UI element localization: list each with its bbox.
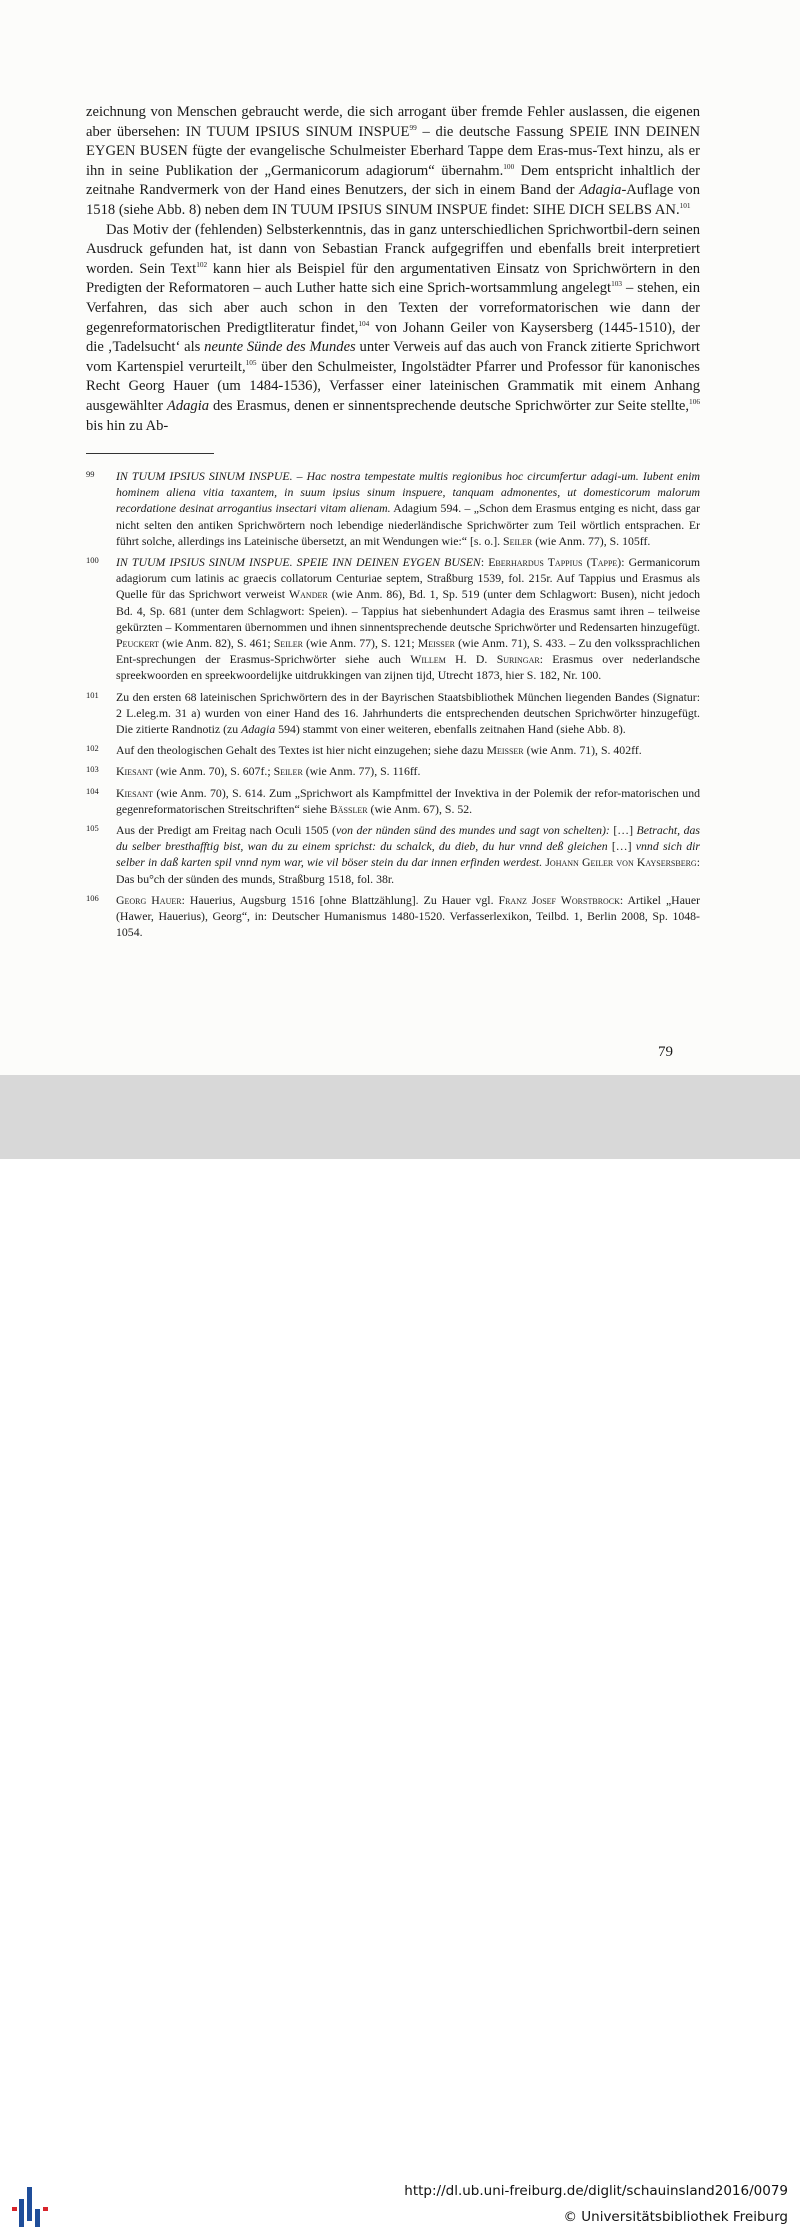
footnote-number: 102 [86,743,99,754]
footnote-ref[interactable]: 101 [679,200,691,210]
viewer-footer [0,1075,800,2225]
footnote-number: 105 [86,823,99,834]
copyright-notice: © Universitätsbibliothek Freiburg [563,2209,788,2225]
paragraph: zeichnung von Menschen gebraucht werde, die sich arrogant über fremde Fehler auslassen, die eigenen aber übersehen: IN TUUM IPSIUS SINUM INSPUE$^{99}$ – die deutsche Fassung SPEIE INN DEINEN EYGEN BUSEN fügte der evangelische Schulmeister Eberhard Tappe dem Eras-mus-Text hinzu, als er ihn in seine Publikation der „Germanicorum adagiorum“ übernahm.$^{100}$ Dem entspricht inhaltlich der zeitnahe Randvermerk von der Hand eines Benutzers, der sich in einem Band der Adagia-Auflage von 1518 (siehe Abb. 8) neben dem IN TUUM IPSIUS SINUM INSPUE findet: SIHE DICH SELBS AN.$^{101}$ [86,104,701,218]
footnote-ref[interactable]: 99 [409,122,417,132]
footnote-106: 106 Georg Hauer: Hauerius, Augsburg 1516 [ohne Blattzählung]. Zu Hauer vgl. Franz Josef Worstbrock: Artikel „Hauer (Hawer, Hauerius), Georg“, in: Deutscher Humanismus 1480-1520. Verfasserlexikon, Teilbd. 1, Berlin 2008, Sp. 1048-1054. [86,892,700,940]
footnote-ref[interactable]: 103 [611,279,623,289]
footnote-ref[interactable]: 100 [503,161,515,171]
footnotes [86,468,700,945]
footnote-99: 99 IN TUUM IPSIUS SINUM INSPUE. – Hac nostra tempestate multis regionibus hoc circumfertur adagi-um. Iubent enim hominem aliena vitia taxantem, in suum ipsius sinum inspuere, tanquam admonentes, ut domesticorum malorum recordatione desinat arrogantius insectari vitam alienam. Adagium 594. – „Schon dem Erasmus entging es nicht, dass gar nicht selten den antiken Sprichwörtern noch lebendige niederländische Sprichwörter zum Teil wörtlich entsprachen. Er führt solche, allerdings ins Lateinische übersetzt, an mit Wendungen wie:“ [s. o.]. Seiler (wie Anm. 77), S. 105ff. [86,469,701,548]
footnote-104: 104 Kiesant (wie Anm. 70), S. 614. Zum „Sprichwort als Kampfmittel der Invektiva in der Polemik der refor-matorischen und gegenreformatorischen Streitschriften“ siehe Bässler (wie Anm. 67), S. 52. [86,785,700,816]
footnote-number: 101 [86,689,99,700]
document-url-link[interactable]: http://dl.ub.uni-freiburg.de/diglit/schauinsland2016/0079 [404,2183,788,2199]
paragraph: Das Motiv der (fehlenden) Selbsterkenntnis, das in ganz unterschiedlichen Sprichwortbil-dern seinen Ausdruck gefunden hat, ist dann von Sebastian Franck aufgegriffen und ebenfalls breit interpretiert worden. Sein Text$^{102}$ kann hier als Beispiel für den argumentativen Einsatz von Sprichwörtern in den Predigten der Reformatoren – auch Luther hatte sich eine Sprich-wortsammlung angelegt$^{103}$ – stehen, ein Verfahren, das sich aber auch schon in den Texten der vorreformatorischen wie dann der gegenreformatorischen Predigtliteratur findet,$^{104}$ von Johann Geiler von Kaysersberg (1445-1510), der die ‚Tadelsucht‘ als neunte Sünde des Mundes unter Verweis auf das auch von Franck zitierte Sprichwort vom Kartenspiel verurteilt,$^{105}$ über den Schulmeister, Ingolstädter Pfarrer und Professor für kanonisches Recht Georg Hauer (um 1484-1536), Verfasser einer lateinischen Grammatik mit einem Anhang ausgewählter Adagia des Erasmus, denen er sinnentsprechende deutsche Sprichwörter zur Seite stellte,$^{106}$ bis hin zu Ab- [86,221,701,434]
footnote-105: 105 Aus der Predigt am Freitag nach Oculi 1505 (von der nünden sünd des mundes und sagt von schelten): […] Betracht, das du selber bresthafftig bist, wan du zu einem sprichst: du schalck, du dieb, du hur vnnd deß gleichen […] vnnd sich dir selber in daß karten spil vnnd nym war, wie vil böser stein du dar innen erfinden werdest. Johann Geiler von Kaysersberg: Das bu°ch der sünden des munds, Straßburg 1518, fol. 38r. [86,823,700,886]
footnote-ref[interactable]: 104 [358,318,370,328]
page-number: 79 [658,1044,673,1060]
footnote-ref[interactable]: 102 [196,259,208,269]
ub-freiburg-logo-icon[interactable] [8,2187,52,2227]
footnote-number: 100 [86,555,99,566]
footnote-ref[interactable]: 106 [689,396,700,406]
footnote-number: 103 [86,764,99,775]
footnote-102: 102 Auf den theologischen Gehalt des Textes ist hier nicht einzugehen; siehe dazu Meisser (wie Anm. 71), S. 402ff. [86,743,642,758]
footnote-101: 101 Zu den ersten 68 lateinischen Sprichwörtern des in der Bayrischen Staatsbibliothek München liegenden Bandes (Signatur: 2 L.eleg.m. 31 a) wurden von einer Hand des 16. Jahrhunderts die entsprechenden deutschen Sprichwörter hinzugefügt. Die zitierte Randnotiz (zu Adagia 594) stammt von einer weiteren, ebenfalls zeitnahen Hand (siehe Abb. 8). [86,689,700,737]
footnote-100: 100 IN TUUM IPSIUS SINUM INSPUE. SPEIE INN DEINEN EYGEN BUSEN: Eberhardus Tappius (Tappe): Germanicorum adagiorum cum latinis ac graecis collatorum Centuriae septem, Straßburg 1539, fol. 215r. Auf Tappius und Erasmus als Quelle für das Sprichwort verweist Wander (wie Anm. 86), Bd. 1, Sp. 519 (unter dem Schlagwort: Busen), nicht jedoch Bd. 4, Sp. 681 (unter dem Schlagwort: Speien). – Tappius hat siebenhundert Adagia des Erasmus samt ihren – teilweise gekürzten – Kommentaren übernommen und ihnen sinnentsprechende deutsche Sprichwörter und Redensarten hinzugefügt. Peuckert (wie Anm. 82), S. 461; Seiler (wie Anm. 77), S. 121; Meisser (wie Anm. 71), S. 433. – Zu den volkssprachlichen Ent-sprechungen der Erasmus-Sprichwörter siehe auch Willem H. D. Suringar: Erasmus over nederlandsche spreekwoorden en spreekwoordelijke uitdrukkingen van zijnen tijd, Utrecht 1873, hier S. 182, Nr. 100. [86,555,700,683]
footnote-number: 99 [86,469,95,479]
footnote-103: 103 Kiesant (wie Anm. 70), S. 607f.; Seiler (wie Anm. 77), S. 116ff. [86,764,421,779]
footnote-ref[interactable]: 105 [245,357,257,367]
footnote-divider [86,453,214,454]
footnote-number: 106 [86,892,99,903]
main-text [86,103,700,436]
footnote-number: 104 [86,785,99,796]
book-page [0,0,800,1075]
